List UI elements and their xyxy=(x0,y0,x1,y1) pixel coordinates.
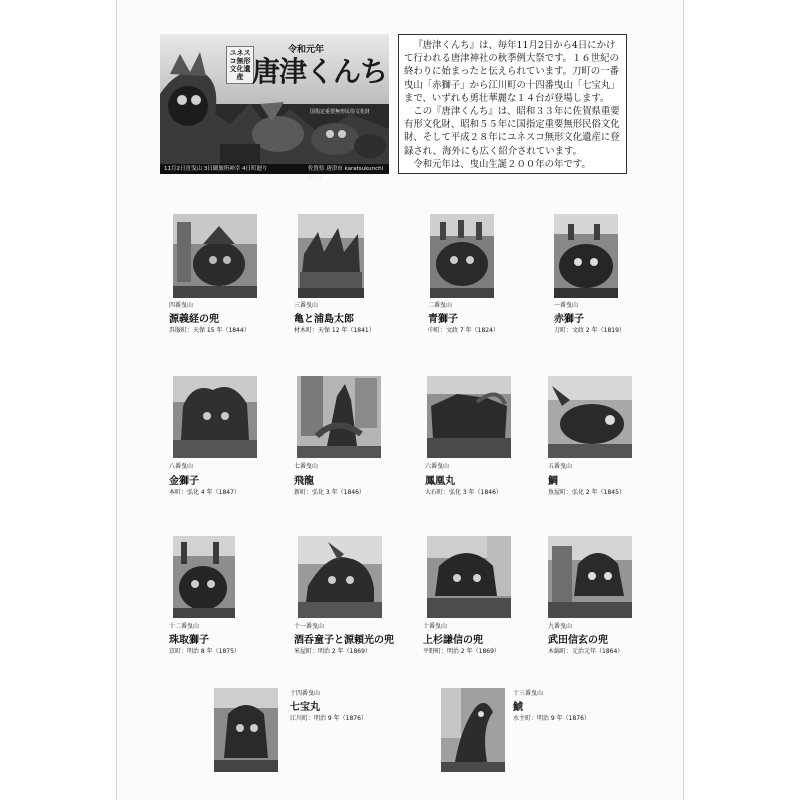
flyer-page xyxy=(116,0,684,800)
float-name: 亀と浦島太郎 xyxy=(294,314,354,325)
float-info: 平野町：明治 2 年（1869） xyxy=(423,648,500,655)
float-photo xyxy=(173,376,257,458)
float-name: 鯱 xyxy=(513,702,523,713)
float-photo xyxy=(548,376,632,458)
float-name: 鯛 xyxy=(548,476,558,487)
float-name: 七宝丸 xyxy=(290,702,320,713)
float-photo xyxy=(427,376,511,458)
float-info: 米屋町：明治 2 年（1869） xyxy=(294,648,371,655)
poster-subtitle: 国指定重要無形民俗文化財 xyxy=(310,109,371,115)
float-number: 三番曳山 xyxy=(294,302,319,309)
float-info: 刀町：文政 2 年（1819） xyxy=(554,327,625,334)
float-number: 五番曳山 xyxy=(548,463,573,470)
float-number: 十三番曳山 xyxy=(513,690,544,697)
float-name: 酒呑童子と源頼光の兜 xyxy=(294,635,394,646)
float-info: 材木町：天保 12 年（1841） xyxy=(294,327,375,334)
float-photo xyxy=(298,536,382,618)
poster-bottom-bar xyxy=(160,164,389,182)
poster-era: 令和元年 xyxy=(288,45,325,55)
float-photo xyxy=(214,688,278,772)
float-number: 一番曳山 xyxy=(554,302,579,309)
float-number: 九番曳山 xyxy=(548,623,573,630)
float-photo xyxy=(441,688,505,772)
float-info: 中町：文政 7 年（1824） xyxy=(428,327,499,334)
float-info: 京町：明治 8 年（1875） xyxy=(169,648,240,655)
poster-dates: 11月2日宵曳山 3日御旅所神幸 4日町廻り xyxy=(164,166,268,172)
description-paragraph: 令和元年は、曳山生誕２００年の年です。 xyxy=(413,158,591,170)
float-photo xyxy=(298,214,364,298)
float-number: 八番曳山 xyxy=(169,463,194,470)
float-photo xyxy=(427,536,511,618)
float-name: 赤獅子 xyxy=(554,314,584,325)
float-photo xyxy=(173,214,257,298)
float-info: 本町：弘化 4 年（1847） xyxy=(169,489,240,496)
float-name: 武田信玄の兜 xyxy=(548,635,608,646)
description-paragraph: 『唐津くんち』は、毎年11月2日から4日にかけて行われる唐津神社の秋季例大祭です。１６世紀の終わりに始まったと伝えられています。刀町の一番曳山「赤獅子」から江川町の十四番曳山「七宝丸」まで、いずれも勇壮華麗な１４台が登場します。 xyxy=(404,40,620,104)
float-number: 六番曳山 xyxy=(425,463,450,470)
float-photo xyxy=(173,536,235,618)
description-box xyxy=(398,34,627,174)
float-photo xyxy=(554,214,618,298)
unesco-logo-text: ユネスコ無形文化遺産 xyxy=(226,46,254,84)
float-info: 木綿町：元治元年（1864） xyxy=(548,648,624,655)
float-info: 魚屋町：弘化 2 年（1845） xyxy=(548,489,625,496)
float-number: 四番曳山 xyxy=(169,302,194,309)
float-info: 水主町：明治 9 年（1876） xyxy=(513,715,590,722)
float-number: 十二番曳山 xyxy=(169,623,200,630)
float-name: 飛龍 xyxy=(294,476,314,487)
float-name: 源義経の兜 xyxy=(169,314,219,325)
float-info: 新町：弘化 3 年（1846） xyxy=(294,489,365,496)
float-info: 大石町：弘化 3 年（1846） xyxy=(425,489,502,496)
description-paragraph: この『唐津くんち』は、昭和３３年に佐賀県重要有形文化財、昭和５５年に国指定重要無形民俗文化財、そして平成２８年にユネスコ無形文化遺産に登録され、海外にも広く紹介されています。 xyxy=(404,106,620,157)
float-name: 珠取獅子 xyxy=(169,635,209,646)
float-photo xyxy=(548,536,632,618)
float-info: 呉服町：天保 15 年（1844） xyxy=(169,327,250,334)
float-name: 上杉謙信の兜 xyxy=(423,635,483,646)
poster-credit: 佐賀県 唐津市 karatsukunchi 2019 xyxy=(308,166,384,182)
kunchi-poster xyxy=(160,34,389,182)
float-name: 青獅子 xyxy=(428,314,458,325)
float-number: 十一番曳山 xyxy=(294,623,325,630)
float-number: 二番曳山 xyxy=(428,302,453,309)
float-name: 金獅子 xyxy=(169,476,199,487)
poster-title: 唐津くんち xyxy=(252,55,388,88)
float-number: 十番曳山 xyxy=(423,623,448,630)
float-name: 鳳凰丸 xyxy=(425,476,455,487)
float-photo xyxy=(430,214,494,298)
float-info: 江川町：明治 9 年（1876） xyxy=(290,715,367,722)
float-number: 十四番曳山 xyxy=(290,690,321,697)
float-number: 七番曳山 xyxy=(294,463,319,470)
float-photo xyxy=(297,376,381,458)
